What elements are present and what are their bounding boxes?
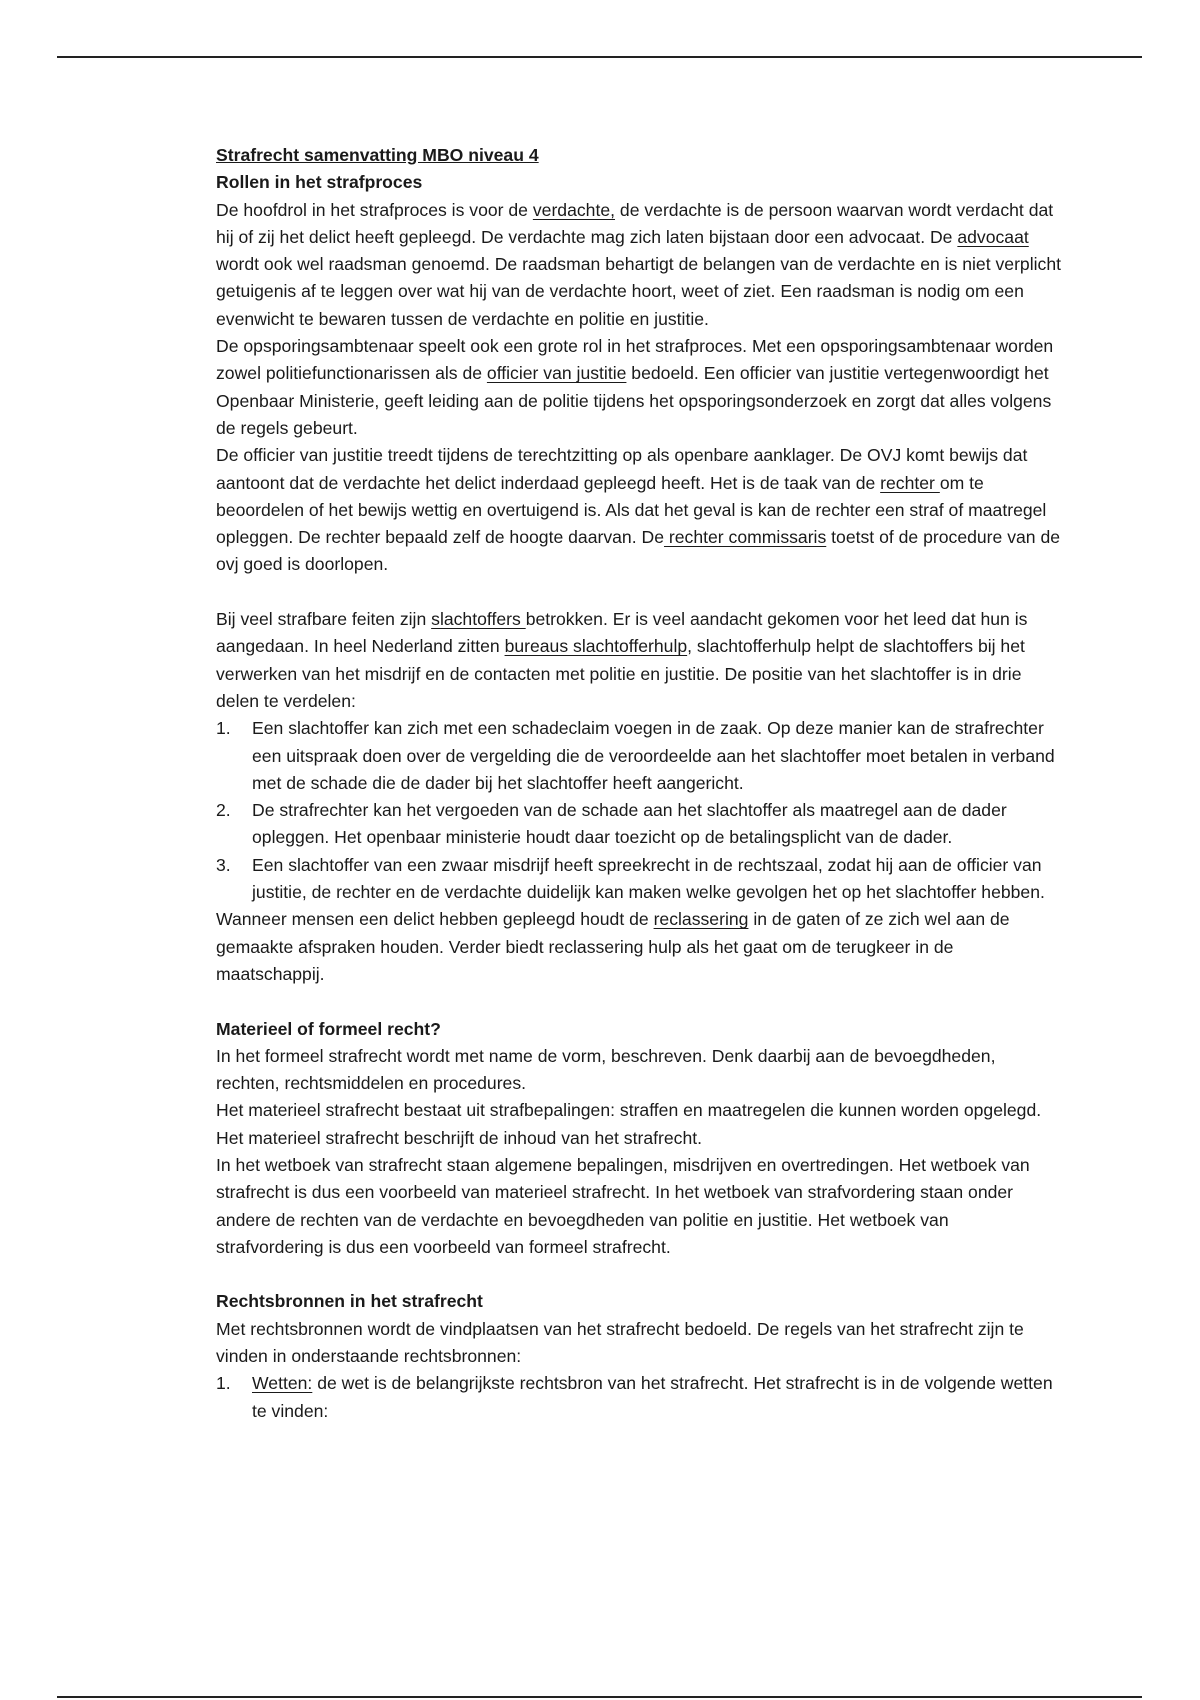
paragraph: In het wetboek van strafrecht staan algemene bepalingen, misdrijven en overtredingen. Het wetboek van strafrecht is dus een voorbeeld van materieel strafrecht. In het wetboek van strafvordering staan onder andere de rechten van de verdachte en bevoegdheden van politie en justitie. Het wetboek van strafvordering is dus een voorbeeld van formeel strafrecht. [216, 1154, 1030, 1257]
list-item [216, 715, 1061, 797]
footer-rule [57, 1696, 1142, 1698]
text-run: de verdachte is de persoon waarvan wordt verdacht dat hij of zij het delict heeft gepleegd. De verdachte mag zich laten bijstaan door een advocaat. De [216, 199, 1054, 247]
text-run: bedoeld. Een officier van justitie vertegenwoordigt het Openbaar Ministerie, geeft leiding aan de politie tijdens het opsporingsonderzoek en zorgt dat alles volgens de regels gebeurt. [216, 363, 1052, 438]
paragraph [216, 442, 1061, 578]
underlined-term: officier van justitie [486, 363, 627, 384]
document-title: Strafrecht samenvatting MBO niveau 4 [216, 145, 539, 165]
text-run: betrokken. Er is veel aandacht gekomen voor het leed dat hun is aangedaan. In heel Nederland zitten [216, 609, 1028, 657]
list-number: 3. [216, 854, 231, 875]
paragraph [216, 197, 1061, 333]
underlined-term: reclassering [653, 909, 749, 930]
underlined-term: bureaus slachtofferhulp [504, 636, 688, 657]
underlined-term: verdachte, [532, 199, 616, 220]
text-run: De hoofdrol in het strafproces is voor de [216, 199, 533, 220]
underlined-term: advocaat [957, 226, 1029, 247]
paragraph [216, 606, 1061, 715]
text-run: De opsporingsambtenaar speelt ook een grote rol in het strafproces. Met een opsporingsambtenaar worden zowel politiefunctionarissen als de [216, 336, 1054, 384]
text-run: Wanneer mensen een delict hebben gepleegd houdt de [216, 909, 654, 930]
list-number: 2. [216, 800, 231, 821]
text-run: , slachtofferhulp helpt de slachtoffers bij het verwerken van het misdrijf en de contacten met politie en justitie. De positie van het slachtoffer is in drie delen te verdelen: [216, 636, 1025, 711]
text-run: in de gaten of ze zich wel aan de gemaakte afspraken houden. Verder biedt reclassering hulp als het gaat om de terugkeer in de maatschappij. [216, 909, 1010, 984]
paragraph [216, 906, 1061, 988]
text-run: wordt ook wel raadsman genoemd. De raadsman behartigt de belangen van de verdachte en is niet verplicht getuigenis af te leggen over wat hij van de verdachte hoort, weet of ziet. Een raadsman is nodig om een evenwicht te bewaren tussen de verdachte en politie en justitie. [216, 254, 1062, 329]
paragraph [216, 333, 1061, 442]
paragraph: In het formeel strafrecht wordt met name de vorm, beschreven. Denk daarbij aan de bevoegdheden, rechten, rechtsmiddelen en procedures. [216, 1045, 996, 1094]
list-item [216, 1370, 1061, 1425]
underlined-term: Wetten: [252, 1373, 313, 1394]
section-heading: Rollen in het strafproces [216, 172, 423, 193]
blank-line [216, 579, 1061, 606]
blank-line [216, 988, 1061, 1015]
list-number: 1. [216, 1373, 231, 1394]
document-body [216, 142, 1061, 1425]
header-rule [57, 56, 1142, 58]
list-item [216, 797, 1061, 852]
list-text: Een slachtoffer kan zich met een schadeclaim voegen in de zaak. Op deze manier kan de strafrechter een uitspraak doen over de vergelding die de veroordeelde aan het slachtoffer moet betalen in verband met de schade die de dader bij het slachtoffer heeft aangericht. [252, 718, 1055, 793]
paragraph: Met rechtsbronnen wordt de vindplaatsen van het strafrecht bedoeld. De regels van het strafrecht zijn te vinden in onderstaande rechtsbronnen: [216, 1318, 1024, 1367]
list-text: De strafrechter kan het vergoeden van de schade aan het slachtoffer als maatregel aan de dader opleggen. Het openbaar ministerie houdt daar toezicht op de betalingsplicht van de dader. [252, 800, 1007, 848]
underlined-term: rechter [880, 472, 940, 493]
list-item [216, 852, 1061, 907]
numbered-list [216, 1370, 1061, 1425]
section-heading: Materieel of formeel recht? [216, 1018, 441, 1039]
section-heading: Rechtsbronnen in het strafrecht [216, 1291, 483, 1312]
text-run: De officier van justitie treedt tijdens de terechtzitting op als openbare aanklager. De OVJ komt bewijs dat aantoont dat de verdachte het delict inderdaad gepleegd heeft. Het is de taak van de [216, 445, 1028, 493]
text-run: toetst of de procedure van de ovj goed is doorlopen. [216, 527, 1061, 575]
list-text: Een slachtoffer van een zwaar misdrijf heeft spreekrecht in de rechtszaal, zodat hij aan de officier van justitie, de rechter en de verdachte duidelijk kan maken welke gevolgen het op het slachtoffer hebben. [252, 854, 1045, 903]
list-number: 1. [216, 718, 231, 739]
list-text: de wet is de belangrijkste rechtsbron van het strafrecht. Het strafrecht is in de volgende wetten te vinden: [252, 1373, 1053, 1421]
text-run: om te beoordelen of het bewijs wettig en overtuigend is. Als dat het geval is kan de rechter een straf of maatregel opleggen. De rechter bepaald zelf de hoogte daarvan. De [216, 472, 1047, 548]
numbered-list [216, 715, 1061, 906]
underlined-term: rechter commissaris [663, 527, 827, 548]
blank-line [216, 1261, 1061, 1288]
paragraph: Het materieel strafrecht bestaat uit strafbepalingen: straffen en maatregelen die kunnen worden opgelegd. Het materieel strafrecht beschrijft de inhoud van het strafrecht. [216, 1100, 1042, 1148]
underlined-term: slachtoffers [431, 609, 526, 630]
text-run: Bij veel strafbare feiten zijn [216, 609, 432, 630]
